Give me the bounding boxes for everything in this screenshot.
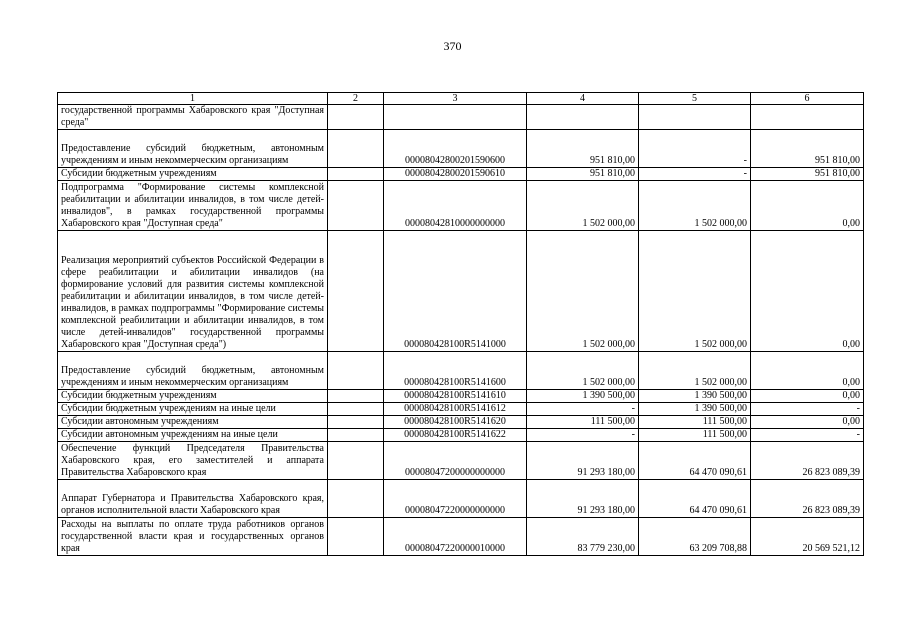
row-value-4: - bbox=[527, 403, 639, 416]
row-description: Реализация мероприятий субъектов Российской Федерации в сфере реабилитации и абилитации инвалидов (на формирование условий для развития системы комплексной реабилитации и абилитации инвалидов, в том числе детей-инвалидов, в рамках подпрограммы "Формирование системы комплексной реабилитации и абилитации инвалидов, в том числе детей-инвалидов" государственной программы Хабаровского края "Доступная среда") bbox=[58, 231, 328, 352]
row-description: Предоставление субсидий бюджетным, автономным учреждениям и иным некоммерческим организациям bbox=[58, 352, 328, 390]
row-value-5: - bbox=[639, 130, 751, 168]
row-value-5: 64 470 090,61 bbox=[639, 442, 751, 480]
row-description: Субсидии автономным учреждениям bbox=[58, 416, 328, 429]
row-value-6: 951 810,00 bbox=[751, 130, 864, 168]
row-code: 000080428100R5141000 bbox=[384, 231, 527, 352]
row-code: 00008042800201590610 bbox=[384, 168, 527, 181]
row-code: 00008047220000010000 bbox=[384, 518, 527, 556]
table-row bbox=[58, 403, 864, 416]
row-value-5: 63 209 708,88 bbox=[639, 518, 751, 556]
row-description: Субсидии бюджетным учреждениям bbox=[58, 390, 328, 403]
row-description: Подпрограмма "Формирование системы комплексной реабилитации и абилитации инвалидов, в том числе детей-инвалидов", в рамках государственной программы Хабаровского края "Доступная среда" bbox=[58, 181, 328, 231]
row-code: 00008042800201590600 bbox=[384, 130, 527, 168]
table-row bbox=[58, 130, 864, 168]
table-row bbox=[58, 518, 864, 556]
row-col-2 bbox=[328, 403, 384, 416]
table-row bbox=[58, 168, 864, 181]
row-value-4: 1 390 500,00 bbox=[527, 390, 639, 403]
row-description: государственной программы Хабаровского края "Доступная среда" bbox=[58, 105, 328, 130]
header-col-3: 3 bbox=[384, 93, 527, 105]
row-value-4 bbox=[527, 105, 639, 130]
row-code: 000080428100R5141620 bbox=[384, 416, 527, 429]
header-col-2: 2 bbox=[328, 93, 384, 105]
header-col-5: 5 bbox=[639, 93, 751, 105]
table-row bbox=[58, 442, 864, 480]
row-value-4: 91 293 180,00 bbox=[527, 480, 639, 518]
row-col-2 bbox=[328, 168, 384, 181]
row-col-2 bbox=[328, 518, 384, 556]
row-col-2 bbox=[328, 442, 384, 480]
table-row bbox=[58, 352, 864, 390]
row-value-6: 0,00 bbox=[751, 390, 864, 403]
row-value-5: 1 502 000,00 bbox=[639, 352, 751, 390]
row-value-6: 20 569 521,12 bbox=[751, 518, 864, 556]
table-row bbox=[58, 480, 864, 518]
header-col-1: 1 bbox=[58, 93, 328, 105]
row-value-6: 0,00 bbox=[751, 416, 864, 429]
header-col-6: 6 bbox=[751, 93, 864, 105]
table-row bbox=[58, 416, 864, 429]
row-col-2 bbox=[328, 390, 384, 403]
row-value-4: - bbox=[527, 429, 639, 442]
row-description: Обеспечение функций Председателя Правительства Хабаровского края, его заместителей и аппарата Правительства Хабаровского края bbox=[58, 442, 328, 480]
row-value-6: 0,00 bbox=[751, 352, 864, 390]
row-value-6: 0,00 bbox=[751, 181, 864, 231]
row-code: 00008047220000000000 bbox=[384, 480, 527, 518]
row-value-5: 1 502 000,00 bbox=[639, 181, 751, 231]
row-value-5: 111 500,00 bbox=[639, 416, 751, 429]
row-value-6: 26 823 089,39 bbox=[751, 480, 864, 518]
row-value-4: 1 502 000,00 bbox=[527, 352, 639, 390]
table-row bbox=[58, 181, 864, 231]
header-col-4: 4 bbox=[527, 93, 639, 105]
header-row bbox=[58, 93, 864, 105]
row-description: Расходы на выплаты по оплате труда работников органов государственной власти края и государственных органов края bbox=[58, 518, 328, 556]
row-col-2 bbox=[328, 231, 384, 352]
row-code: 000080428100R5141612 bbox=[384, 403, 527, 416]
table-row bbox=[58, 105, 864, 130]
row-value-4: 1 502 000,00 bbox=[527, 231, 639, 352]
row-col-2 bbox=[328, 352, 384, 390]
row-value-5: 1 390 500,00 bbox=[639, 390, 751, 403]
row-value-4: 91 293 180,00 bbox=[527, 442, 639, 480]
row-code bbox=[384, 105, 527, 130]
row-description: Субсидии бюджетным учреждениям bbox=[58, 168, 328, 181]
row-code: 000080428100R5141600 bbox=[384, 352, 527, 390]
row-value-6: 0,00 bbox=[751, 231, 864, 352]
row-description: Предоставление субсидий бюджетным, автономным учреждениям и иным некоммерческим организациям bbox=[58, 130, 328, 168]
row-code: 000080428100R5141622 bbox=[384, 429, 527, 442]
row-value-5: 111 500,00 bbox=[639, 429, 751, 442]
row-value-6: - bbox=[751, 403, 864, 416]
row-value-5: - bbox=[639, 168, 751, 181]
row-value-4: 83 779 230,00 bbox=[527, 518, 639, 556]
row-description: Аппарат Губернатора и Правительства Хабаровского края, органов исполнительной власти Хабаровского края bbox=[58, 480, 328, 518]
table-row bbox=[58, 390, 864, 403]
row-col-2 bbox=[328, 181, 384, 231]
row-value-6: - bbox=[751, 429, 864, 442]
row-value-5: 1 390 500,00 bbox=[639, 403, 751, 416]
row-value-4: 111 500,00 bbox=[527, 416, 639, 429]
row-value-5: 64 470 090,61 bbox=[639, 480, 751, 518]
row-value-5 bbox=[639, 105, 751, 130]
page-number: 370 bbox=[443, 39, 462, 53]
row-value-4: 951 810,00 bbox=[527, 130, 639, 168]
row-value-6 bbox=[751, 105, 864, 130]
table-row bbox=[58, 231, 864, 352]
row-value-6: 951 810,00 bbox=[751, 168, 864, 181]
row-code: 000080428100R5141610 bbox=[384, 390, 527, 403]
row-value-5: 1 502 000,00 bbox=[639, 231, 751, 352]
row-value-4: 1 502 000,00 bbox=[527, 181, 639, 231]
row-col-2 bbox=[328, 480, 384, 518]
row-code: 00008042810000000000 bbox=[384, 181, 527, 231]
row-value-6: 26 823 089,39 bbox=[751, 442, 864, 480]
row-code: 00008047200000000000 bbox=[384, 442, 527, 480]
row-col-2 bbox=[328, 105, 384, 130]
row-value-4: 951 810,00 bbox=[527, 168, 639, 181]
row-col-2 bbox=[328, 130, 384, 168]
row-description: Субсидии автономным учреждениям на иные цели bbox=[58, 429, 328, 442]
table-row bbox=[58, 429, 864, 442]
row-col-2 bbox=[328, 416, 384, 429]
row-description: Субсидии бюджетным учреждениям на иные цели bbox=[58, 403, 328, 416]
budget-table bbox=[57, 92, 864, 556]
row-col-2 bbox=[328, 429, 384, 442]
